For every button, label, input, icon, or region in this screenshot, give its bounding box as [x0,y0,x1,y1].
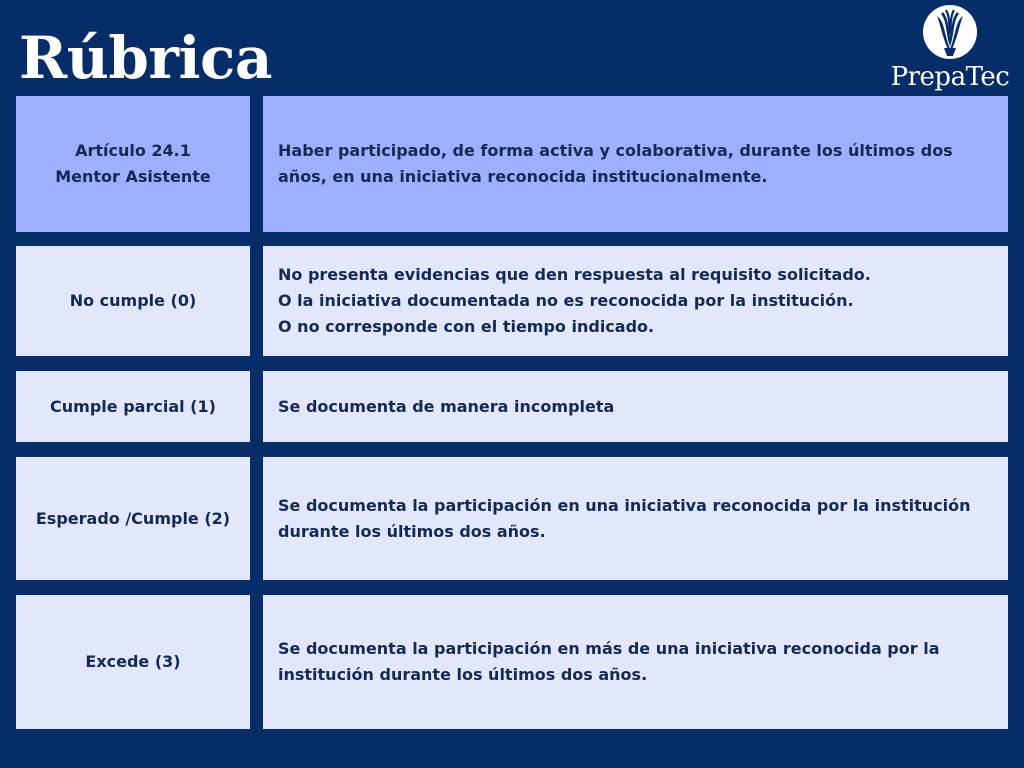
rubric-level-row [16,371,1008,442]
rubric-header-row [16,96,1008,232]
level-description-cell [263,371,1008,442]
level-description-cell [263,457,1008,580]
level-description-line: Se documenta de manera incompleta [278,396,615,416]
level-label-cell [16,371,250,442]
requirement-cell [263,96,1008,232]
rubric-level-row [16,246,1008,356]
article-role: Mentor Asistente [55,167,211,186]
level-label: Esperado /Cumple (2) [35,508,231,528]
level-description-line: Se documenta la participación en más de una iniciativa reconocida por la [278,639,940,658]
level-label-cell [16,246,250,356]
page-title: Rúbrica [19,24,272,92]
article-number: Artículo 24.1 [75,141,191,160]
level-description-line: institución durante los últimos dos años. [278,665,648,684]
level-description-line: O la iniciativa documentada no es reconocida por la institución. [278,291,854,310]
level-description-line: O no corresponde con el tiempo indicado. [278,317,655,336]
prepatec-logo [884,4,1016,98]
level-description-line: No presenta evidencias que den respuesta al requisito solicitado. [278,265,871,284]
level-description-cell [263,246,1008,356]
level-label: Cumple parcial (1) [50,396,216,416]
article-cell [16,96,250,232]
level-label-cell [16,457,250,580]
rubric-level-row [16,595,1008,729]
level-description-line: durante los últimos dos años. [278,521,546,541]
level-label-cell [16,595,250,729]
level-label: No cumple (0) [69,291,197,310]
requirement-text-line: años, en una iniciativa reconocida institucionalmente. [278,167,768,186]
logo-wordmark: PrepaTec [890,62,1010,92]
rubric-level-row [16,457,1008,580]
torch-emblem-icon [920,4,980,60]
requirement-text-line: Haber participado, de forma activa y colaborativa, durante los últimos dos [278,141,953,160]
level-description-cell [263,595,1008,729]
level-description-line: Se documenta la participación en una iniciativa reconocida por la institución [278,495,971,515]
level-label: Excede (3) [85,652,181,671]
